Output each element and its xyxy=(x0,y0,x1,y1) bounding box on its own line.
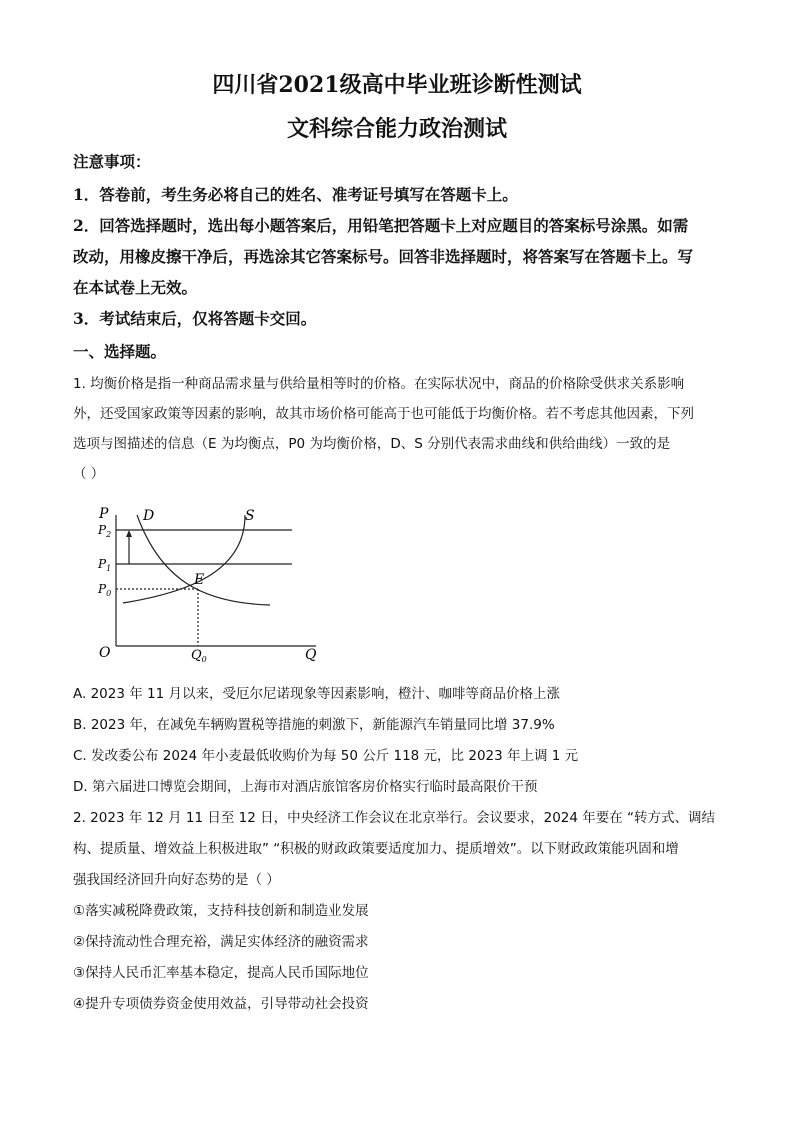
q2-item-2: ②保持流动性合理充裕，满足实体经济的融资需求 xyxy=(73,934,369,950)
equilibrium-label: E xyxy=(194,572,205,588)
axis-p-label: P xyxy=(99,506,109,522)
q1-option-c: C. 发改委公布 2024 年小麦最低收购价为每 50 公斤 118 元，比 2023 年上调 1 元 xyxy=(73,748,579,764)
notice-heading: 注意事项： xyxy=(73,152,151,171)
q1-stem-line-2: 外，还受国家政策等因素的影响，故其市场价格可能高于也可能低于均衡价格。若不考虑其他因素，下列 xyxy=(73,406,694,422)
q1-stem-line-1: 1. 均衡价格是指一种商品需求量与供给量相等时的价格。在实际状况中，商品的价格除受供求关系影响 xyxy=(73,376,685,392)
arrow-head xyxy=(126,530,132,537)
q1-stem-line-3: 选项与图描述的信息（E 为均衡点，P0 为均衡价格，D、S 分别代表需求曲线和供给曲线）一致的是 xyxy=(73,436,671,452)
q1-option-d: D. 第六届进口博览会期间，上海市对酒店旅馆客房价格实行临时最高限价干预 xyxy=(73,779,538,795)
supply-demand-figure xyxy=(95,503,335,668)
exam-title: 四川省2021级高中毕业班诊断性测试 xyxy=(212,72,582,98)
demand-curve xyxy=(137,515,270,605)
q1-option-b: B. 2023 年，在减免车辆购置税等措施的刺激下，新能源汽车销量同比增 37.9% xyxy=(73,717,555,733)
notice-item-2-line-1: 2．回答选择题时，选出每小题答案后，用铅笔把答题卡上对应题目的答案标号涂黑。如需 xyxy=(73,216,689,235)
q1-answer-bracket: （ ） xyxy=(73,466,105,482)
q1-option-a: A. 2023 年 11 月以来，受厄尔尼诺现象等因素影响，橙汁、咖啡等商品价格上涨 xyxy=(73,686,560,702)
p0-label: $P_0$ xyxy=(98,582,112,598)
q2-item-4: ④提升专项债券资金使用效益，引导带动社会投资 xyxy=(73,996,369,1012)
q2-item-3: ③保持人民币汇率基本稳定，提高人民币国际地位 xyxy=(73,965,369,981)
q0-label: $Q_0$ xyxy=(191,648,207,664)
p2-label: $P_2$ xyxy=(98,523,112,539)
axis-q-label: Q xyxy=(305,647,317,663)
demand-label: D xyxy=(143,508,155,524)
q2-stem-line-3: 强我国经济回升向好态势的是（ ） xyxy=(73,872,280,888)
q2-stem-line-1: 2. 2023 年 12 月 11 日至 12 日，中央经济工作会议在北京举行。会议要求，2024 年要在 “转方式、调结 xyxy=(73,810,716,826)
supply-curve xyxy=(123,515,245,603)
notice-item-3: 3．考试结束后，仅将答题卡交回。 xyxy=(73,309,317,328)
q2-stem-line-2: 构、提质量、增效益上积极进取” “积极的财政政策要适度加力、提质增效”。以下财政政策能巩固和增 xyxy=(73,841,679,857)
notice-item-1: 1．答卷前，考生务必将自己的姓名、准考证号填写在答题卡上。 xyxy=(73,185,518,204)
p1-label: $P_1$ xyxy=(98,557,112,573)
q2-item-1: ①落实减税降费政策，支持科技创新和制造业发展 xyxy=(73,903,369,919)
notice-item-2-line-3: 在本试卷上无效。 xyxy=(73,278,198,297)
supply-label: S xyxy=(245,508,255,524)
section-heading: 一、选择题。 xyxy=(73,342,167,361)
notice-item-2-line-2: 改动，用橡皮擦干净后，再选涂其它答案标号。回答非选择题时，将答案写在答题卡上。写 xyxy=(73,247,694,266)
origin-label: O xyxy=(99,645,111,661)
exam-subtitle: 文科综合能力政治测试 xyxy=(286,116,507,142)
